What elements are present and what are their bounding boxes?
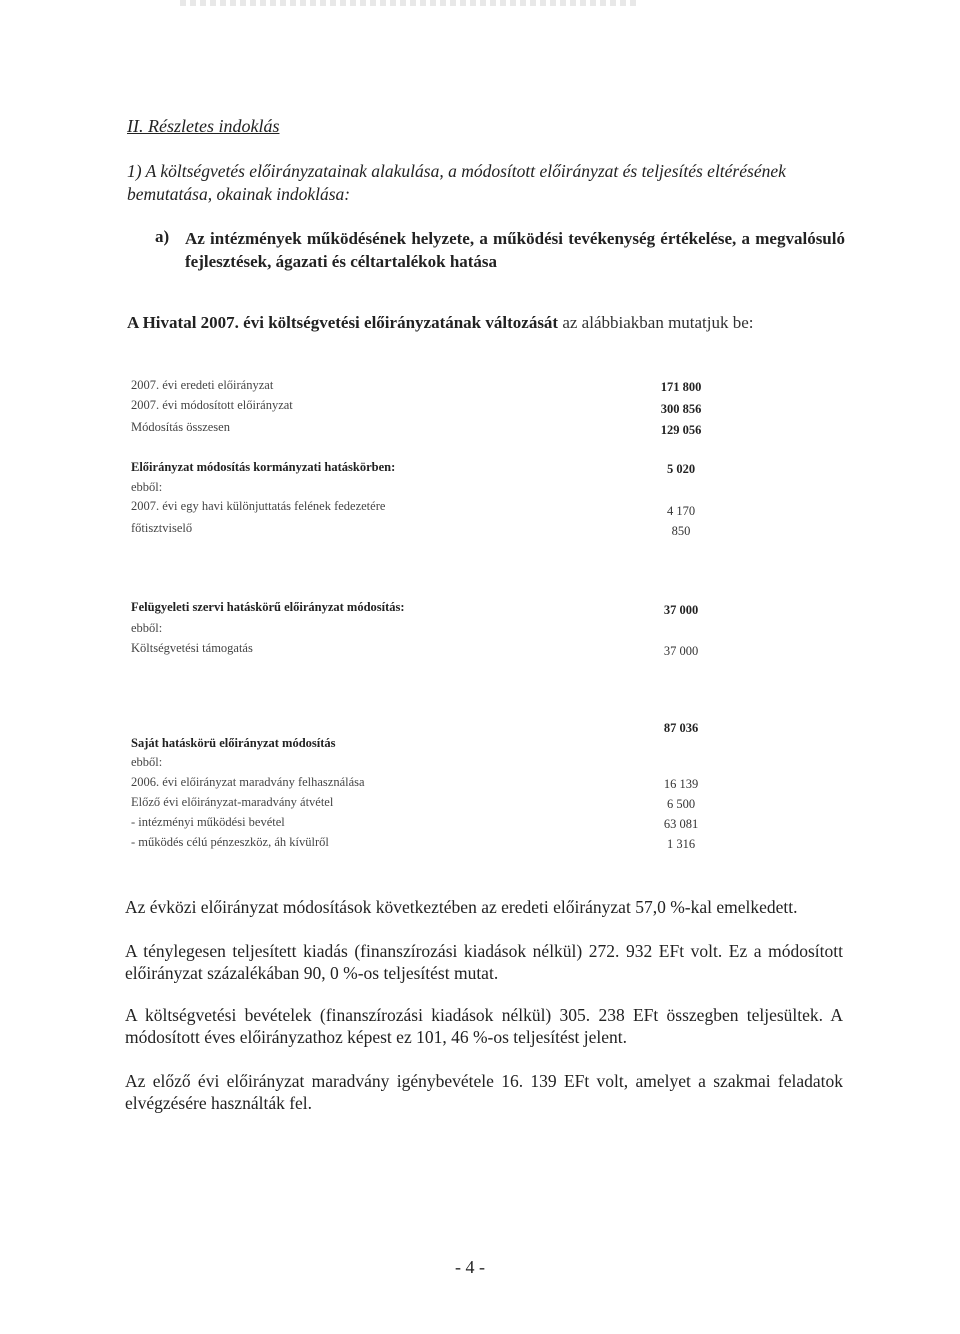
scan-header-artifact	[180, 0, 640, 6]
row-value: 16 139	[663, 777, 699, 791]
intro-sentence	[127, 313, 754, 333]
group-header-label: Előirányzat módosítás kormányzati hatáskörben:	[131, 460, 396, 474]
row-label: Költségvetési támogatás	[131, 641, 253, 655]
row-label: 2007. évi módosított előirányzat	[131, 398, 293, 412]
group-header-label: Felügyeleti szervi hatáskörű előirányzat módosítás:	[131, 600, 405, 614]
intro-rest: az alábbiakban mutatjuk be:	[558, 313, 754, 332]
item-a-text: Az intézmények működésének helyzete, a működési tevékenység értékelése, a megvalósuló fejlesztések, ágazati és céltartalékok hatása	[185, 229, 845, 271]
item-a-letter: a)	[155, 227, 170, 246]
row-label: - működés célú pénzeszköz, áh kívülről	[131, 835, 329, 849]
row-label: főtisztviselő	[131, 521, 193, 535]
row-label: 2007. évi eredeti előirányzat	[131, 378, 274, 392]
ebbol-label: ebből:	[131, 755, 163, 769]
row-label: 2007. évi egy havi különjuttatás felének fedezetére	[131, 499, 386, 513]
row-label: Előző évi előirányzat-maradvány átvétel	[131, 795, 334, 809]
section-title: II. Részletes indoklás	[127, 116, 280, 136]
group-header-value: 5 020	[666, 462, 696, 476]
paragraph-residual: Az előző évi előirányzat maradvány igénybevétele 16. 139 EFt volt, amelyet a szakmai feladatok elvégzésére használták fel.	[125, 1071, 843, 1113]
group-header-value: 87 036	[663, 721, 699, 735]
row-value: 1 316	[666, 837, 696, 851]
row-value: 63 081	[663, 817, 699, 831]
paragraph-increase: Az évközi előirányzat módosítások következtében az eredeti előirányzat 57,0 %-kal emelkedett.	[125, 897, 798, 917]
intro-bold: A Hivatal 2007. évi költségvetési előirányzatának változását	[127, 313, 559, 332]
paragraph-revenue: A költségvetési bevételek (finanszírozási kiadások nélkül) 305. 238 EFt összegben teljesültek. A módosított éves előirányzathoz képest ez 101, 46 %-os teljesítést jelent.	[125, 1005, 843, 1047]
row-value: 6 500	[666, 797, 696, 811]
row-value: 850	[671, 524, 691, 538]
row-label: 2006. évi előirányzat maradvány felhasználása	[131, 775, 365, 789]
ebbol-label: ebből:	[131, 621, 163, 635]
row-value: 171 800	[660, 380, 702, 394]
row-value: 37 000	[663, 644, 699, 658]
row-label: - intézményi működési bevétel	[131, 815, 285, 829]
subtitle: 1) A költségvetés előirányzatainak alakulása, a módosított előirányzat és teljesítés eltérésének bemutatása, okainak indoklása:	[127, 161, 786, 204]
paragraph-expenditure: A ténylegesen teljesített kiadás (finanszírozási kiadások nélkül) 272. 932 EFt volt. Ez a módosított előirányzat százalékában 90, 0 %-os teljesítést mutat.	[125, 941, 843, 983]
row-value: 129 056	[660, 423, 702, 437]
group-header-label: Saját hatáskörü előirányzat módosítás	[131, 736, 336, 750]
row-label: Módosítás összesen	[131, 420, 230, 434]
page-number: - 4 -	[455, 1257, 485, 1277]
ebbol-label: ebből:	[131, 480, 163, 494]
row-value: 4 170	[666, 504, 696, 518]
row-value: 300 856	[660, 402, 702, 416]
group-header-value: 37 000	[663, 603, 699, 617]
